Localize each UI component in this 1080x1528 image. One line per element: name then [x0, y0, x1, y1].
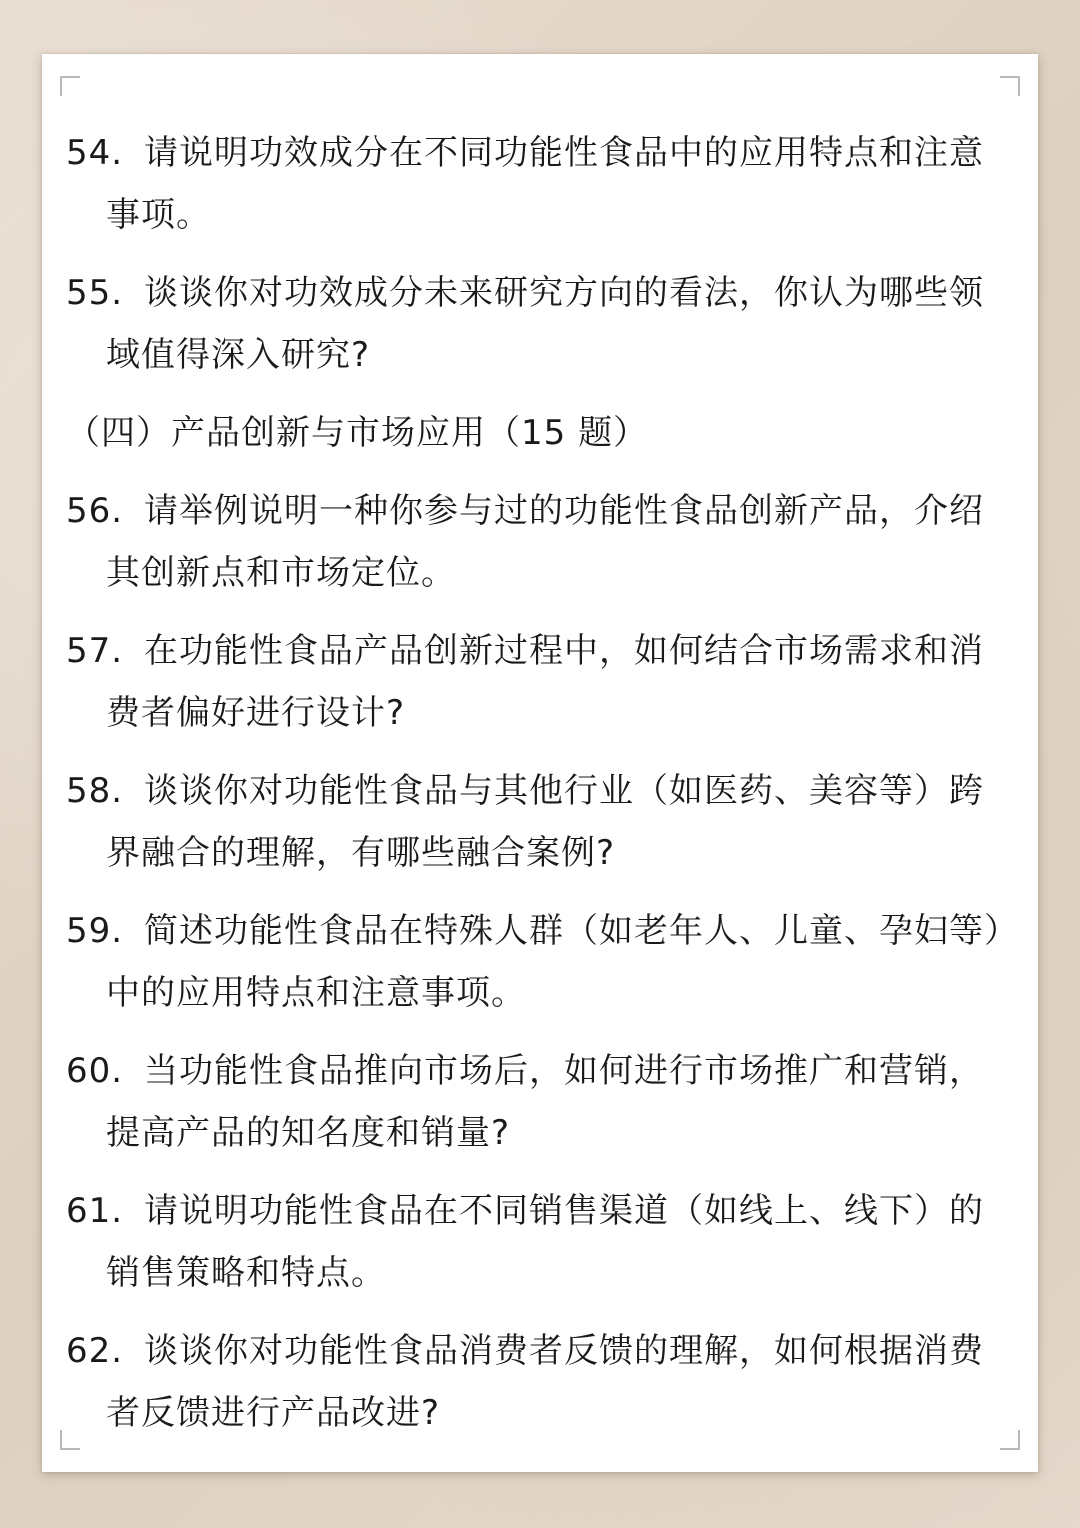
question-text-line-2: 事项。 [106, 195, 211, 235]
question-text-line-1: 请说明功效成分在不同功能性食品中的应用特点和注意 [144, 133, 984, 173]
corner-mark-top-right [1000, 76, 1020, 96]
question-number: 61. [66, 1191, 124, 1231]
question-text-line-2: 者反馈进行产品改进? [106, 1393, 441, 1433]
question-text [106, 122, 1022, 246]
question-number: 59. [66, 911, 124, 951]
question-text-line-1: 谈谈你对功能性食品消费者反馈的理解，如何根据消费 [144, 1331, 984, 1371]
question-text [106, 620, 1022, 744]
question-text [106, 1180, 1022, 1304]
question-item-56 [66, 480, 1022, 604]
question-item-60 [66, 1040, 1022, 1164]
question-number: 56. [66, 491, 124, 531]
question-item-61 [66, 1180, 1022, 1304]
question-text [106, 1320, 1022, 1444]
section-heading: （四）产品创新与市场应用（15 题） [66, 413, 649, 453]
question-number: 55. [66, 273, 124, 313]
question-item-54 [66, 122, 1022, 246]
question-number: 62. [66, 1331, 124, 1371]
question-text-line-1: 在功能性食品产品创新过程中，如何结合市场需求和消 [144, 631, 984, 671]
question-text [106, 760, 1022, 884]
question-item-59 [66, 900, 1022, 1024]
question-number: 54. [66, 133, 124, 173]
question-list [66, 122, 1022, 1460]
question-text [106, 900, 1022, 1024]
question-text-line-2: 中的应用特点和注意事项。 [106, 973, 526, 1013]
question-item-62 [66, 1320, 1022, 1444]
question-text-line-1: 当功能性食品推向市场后，如何进行市场推广和营销， [144, 1051, 984, 1091]
question-number: 60. [66, 1051, 124, 1091]
question-text-line-2: 其创新点和市场定位。 [106, 553, 456, 593]
document-page [42, 54, 1038, 1472]
corner-mark-top-left [60, 76, 80, 96]
question-text-line-2: 提高产品的知名度和销量? [106, 1113, 511, 1153]
question-text [106, 480, 1022, 604]
question-text-line-1: 谈谈你对功能性食品与其他行业（如医药、美容等）跨 [144, 771, 984, 811]
question-text-line-1: 谈谈你对功效成分未来研究方向的看法，你认为哪些领 [144, 273, 984, 313]
question-item-57 [66, 620, 1022, 744]
question-text [106, 1040, 1022, 1164]
question-text-line-1: 简述功能性食品在特殊人群（如老年人、儿童、孕妇等） [144, 911, 1019, 951]
question-number: 57. [66, 631, 124, 671]
question-item-58 [66, 760, 1022, 884]
question-text-line-2: 界融合的理解，有哪些融合案例? [106, 833, 616, 873]
question-item-55 [66, 262, 1022, 386]
question-text-line-2: 域值得深入研究? [106, 335, 371, 375]
question-text-line-2: 销售策略和特点。 [106, 1253, 386, 1293]
question-text-line-2: 费者偏好进行设计? [106, 693, 406, 733]
question-text [106, 262, 1022, 386]
question-text-line-1: 请举例说明一种你参与过的功能性食品创新产品，介绍 [144, 491, 984, 531]
question-text-line-1: 请说明功能性食品在不同销售渠道（如线上、线下）的 [144, 1191, 984, 1231]
question-number: 58. [66, 771, 124, 811]
